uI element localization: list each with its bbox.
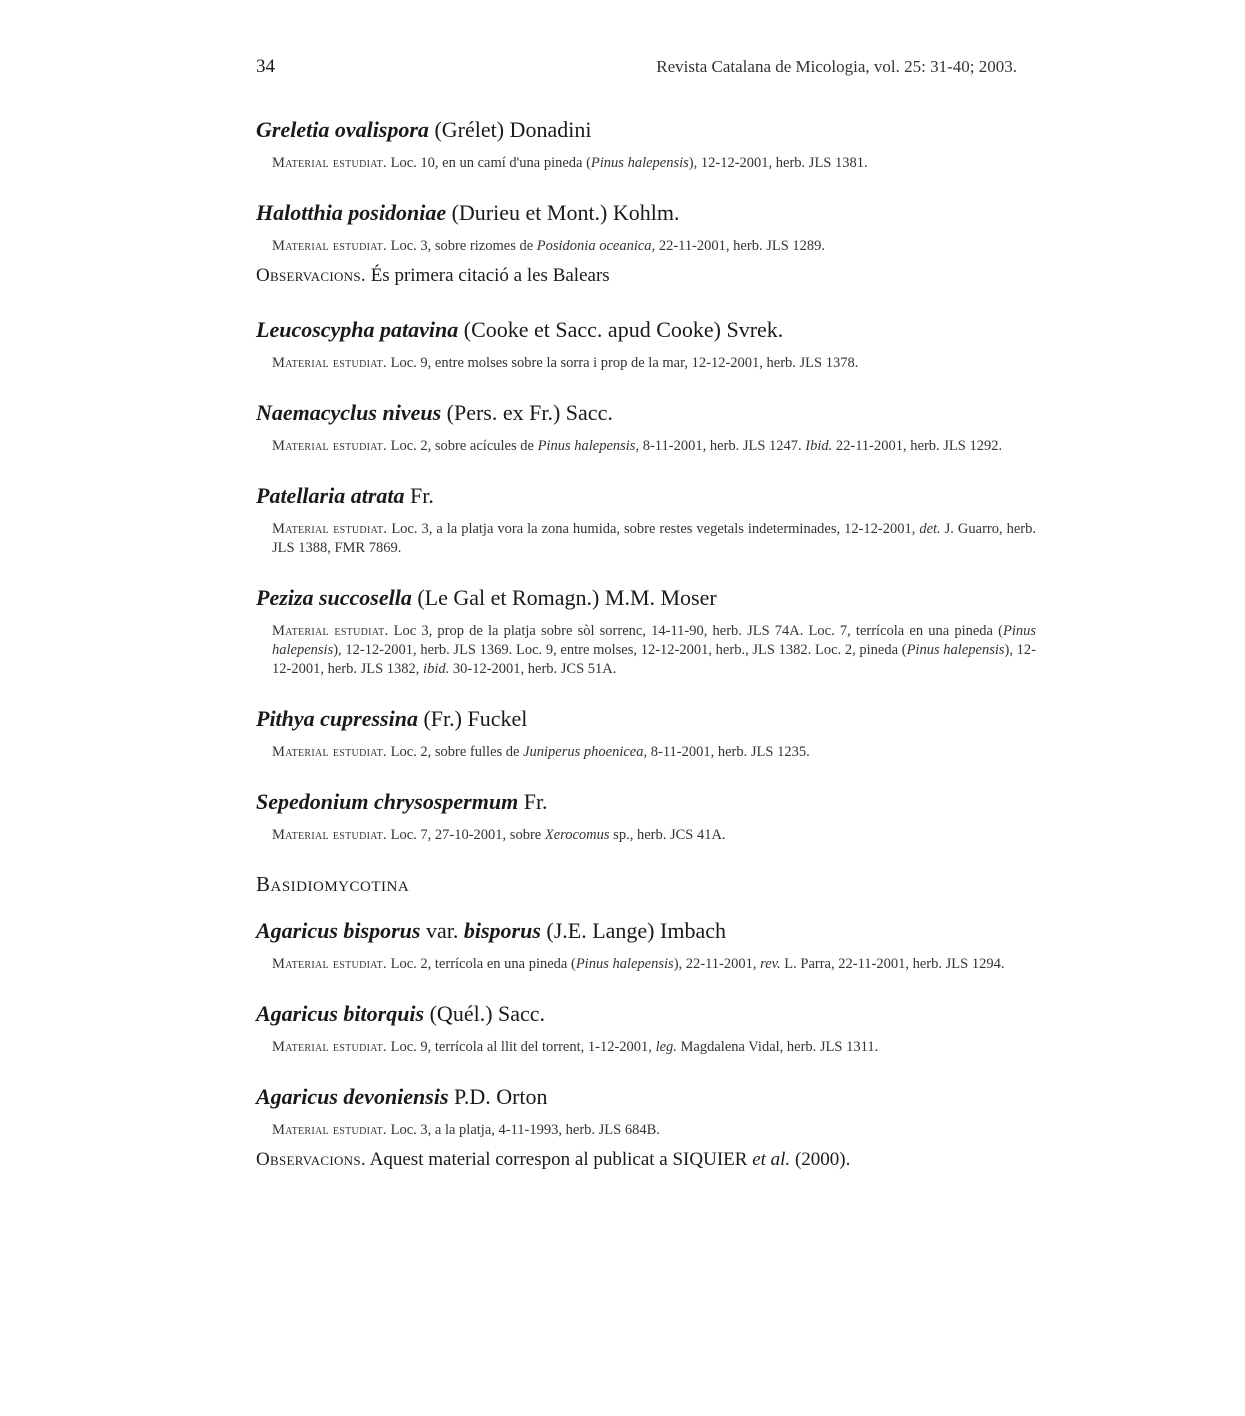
material-examined — [272, 354, 1036, 373]
observations — [256, 1148, 1036, 1172]
page-number: 34 — [256, 56, 275, 77]
variety-label: var. — [420, 918, 464, 943]
species-binomial: Patellaria atrata — [256, 483, 405, 508]
observations-label: Observacions. — [256, 1149, 366, 1170]
material-examined — [272, 437, 1036, 456]
species-binomial: Halotthia posidoniae — [256, 200, 447, 225]
material-label: Material estudiat. — [272, 744, 387, 760]
material-examined — [272, 743, 1036, 762]
observations-label: Observacions. — [256, 265, 366, 286]
species-entry — [256, 1083, 1036, 1172]
material-text: ), 12-12-2001, herb. JLS 1369. Loc. 9, entre molses, 12-12-2001, herb., JLS 1382. Loc. 2, pineda ( — [333, 642, 907, 658]
species-binomial: Leucoscypha patavina — [256, 317, 459, 342]
species-authority: P.D. Orton — [448, 1084, 548, 1109]
material-text-italic: Ibid. — [805, 438, 833, 454]
species-heading — [256, 199, 1036, 227]
material-text-italic: Xerocomus — [544, 827, 610, 843]
species-heading — [256, 482, 1036, 510]
observations-text: Aquest material correspon al publicat a SIQUIER — [365, 1149, 753, 1170]
material-text-italic: Posidonia oceanica — [536, 238, 652, 254]
species-binomial: Agaricus bisporus — [256, 918, 421, 943]
material-text: Loc. 10, en un camí d'una pineda ( — [386, 155, 591, 171]
material-text-italic: Juniperus phoenicea — [523, 744, 644, 760]
observations-text-italic: et al. — [752, 1149, 791, 1170]
material-text: , 22-11-2001, herb. JLS 1289. — [651, 238, 826, 254]
material-text: Loc. 7, 27-10-2001, sobre — [386, 827, 545, 843]
material-text: J. Guarro, herb. JLS 1388, FMR 7869. — [272, 521, 1036, 556]
observations-text: (2000). — [790, 1149, 851, 1170]
species-heading — [256, 316, 1036, 344]
material-examined — [272, 237, 1036, 256]
species-authority: Fr. — [404, 483, 434, 508]
species-heading — [256, 1000, 1036, 1028]
species-authority: (J.E. Lange) Imbach — [540, 918, 726, 943]
material-text: ), 22-11-2001, — [673, 956, 761, 972]
material-text: , 8-11-2001, herb. JLS 1247. — [635, 438, 806, 454]
species-heading — [256, 584, 1036, 612]
material-text: Loc. 9, entre molses sobre la sorra i prop de la mar, 12-12-2001, herb. JLS 1378. — [386, 355, 859, 371]
species-authority: (Quél.) Sacc. — [424, 1001, 546, 1026]
species-binomial: Naemacyclus niveus — [256, 400, 442, 425]
material-text: ), 12-12-2001, herb. JLS 1381. — [688, 155, 868, 171]
species-entry — [256, 199, 1036, 288]
species-binomial: Agaricus devoniensis — [256, 1084, 449, 1109]
species-authority: (Durieu et Mont.) Kohlm. — [446, 200, 680, 225]
material-text-italic: det. — [919, 521, 941, 537]
material-examined — [272, 1038, 1036, 1057]
material-text: Magdalena Vidal, herb. JLS 1311. — [676, 1039, 879, 1055]
species-entry — [256, 316, 1036, 373]
material-text: ), 12-12-2001, herb. JLS 1382, — [272, 642, 1036, 677]
variety-name: bisporus — [463, 918, 541, 943]
species-entry — [256, 482, 1036, 558]
material-text: , 8-11-2001, herb. JLS 1235. — [643, 744, 810, 760]
material-examined — [272, 826, 1036, 845]
observations — [256, 264, 1036, 288]
observations-text: És primera citació a les Balears — [365, 265, 610, 286]
material-text: Loc. 3, a la platja vora la zona humida, sobre restes vegetals indeterminades, 12-12-2001, — [387, 521, 920, 537]
material-text-italic: Pinus halepensis — [906, 642, 1005, 658]
material-label: Material estudiat. — [272, 623, 389, 639]
species-binomial: Agaricus bitorquis — [256, 1001, 425, 1026]
material-examined — [272, 154, 1036, 173]
species-authority: (Le Gal et Romagn.) M.M. Moser — [411, 585, 717, 610]
material-label: Material estudiat. — [272, 521, 388, 537]
material-text: 30-12-2001, herb. JCS 51A. — [449, 661, 617, 677]
material-text-italic: Pinus halepensis — [537, 438, 636, 454]
material-label: Material estudiat. — [272, 438, 387, 454]
material-text: sp., herb. JCS 41A. — [609, 827, 726, 843]
material-label: Material estudiat. — [272, 155, 387, 171]
material-text-italic: Pinus halepensis — [272, 623, 1036, 658]
species-heading — [256, 116, 1036, 144]
species-entry — [256, 917, 1036, 974]
species-authority: (Grélet) Donadini — [428, 117, 592, 142]
species-binomial: Pithya cupressina — [256, 706, 418, 731]
species-authority: (Pers. ex Fr.) Sacc. — [441, 400, 613, 425]
species-heading — [256, 1083, 1036, 1111]
species-entry — [256, 1000, 1036, 1057]
material-text: L. Parra, 22-11-2001, herb. JLS 1294. — [780, 956, 1005, 972]
species-binomial: Sepedonium chrysospermum — [256, 789, 519, 814]
material-text: Loc. 2, terrícola en una pineda ( — [386, 956, 576, 972]
species-binomial: Peziza succosella — [256, 585, 412, 610]
material-examined — [272, 622, 1036, 679]
material-label: Material estudiat. — [272, 1039, 387, 1055]
species-entry — [256, 584, 1036, 679]
material-label: Material estudiat. — [272, 238, 387, 254]
material-label: Material estudiat. — [272, 956, 387, 972]
species-heading — [256, 705, 1036, 733]
material-label: Material estudiat. — [272, 827, 387, 843]
species-heading — [256, 788, 1036, 816]
section-heading: Basidiomycotina — [256, 872, 410, 896]
material-text: Loc. 3, a la platja, 4-11-1993, herb. JLS 684B. — [386, 1122, 660, 1138]
species-binomial: Greletia ovalispora — [256, 117, 429, 142]
material-text-italic: leg. — [655, 1039, 677, 1055]
material-text: Loc. 9, terrícola al llit del torrent, 1-12-2001, — [386, 1039, 656, 1055]
material-text-italic: rev. — [760, 956, 781, 972]
species-authority: (Cooke et Sacc. apud Cooke) Svrek. — [458, 317, 784, 342]
material-text: Loc 3, prop de la platja sobre sòl sorrenc, 14-11-90, herb. JLS 74A. Loc. 7, terrícola en una pineda ( — [388, 623, 1003, 639]
material-examined — [272, 955, 1036, 974]
material-text-italic: ibid. — [423, 661, 450, 677]
material-text-italic: Pinus halepensis — [575, 956, 674, 972]
material-examined — [272, 520, 1036, 558]
article-body — [256, 116, 1036, 1198]
species-entry — [256, 116, 1036, 173]
material-label: Material estudiat. — [272, 1122, 387, 1138]
material-text: 22-11-2001, herb. JLS 1292. — [832, 438, 1003, 454]
species-heading — [256, 917, 1036, 945]
species-entry — [256, 399, 1036, 456]
species-entry — [256, 788, 1036, 845]
material-examined — [272, 1121, 1036, 1140]
material-text: Loc. 2, sobre fulles de — [386, 744, 524, 760]
material-label: Material estudiat. — [272, 355, 387, 371]
material-text: Loc. 3, sobre rizomes de — [386, 238, 537, 254]
species-authority: (Fr.) Fuckel — [417, 706, 528, 731]
species-entry — [256, 705, 1036, 762]
species-heading — [256, 399, 1036, 427]
material-text: Loc. 2, sobre acícules de — [386, 438, 538, 454]
material-text-italic: Pinus halepensis — [590, 155, 689, 171]
running-head: Revista Catalana de Micologia, vol. 25: 31-40; 2003. — [656, 57, 1017, 76]
species-authority: Fr. — [518, 789, 548, 814]
